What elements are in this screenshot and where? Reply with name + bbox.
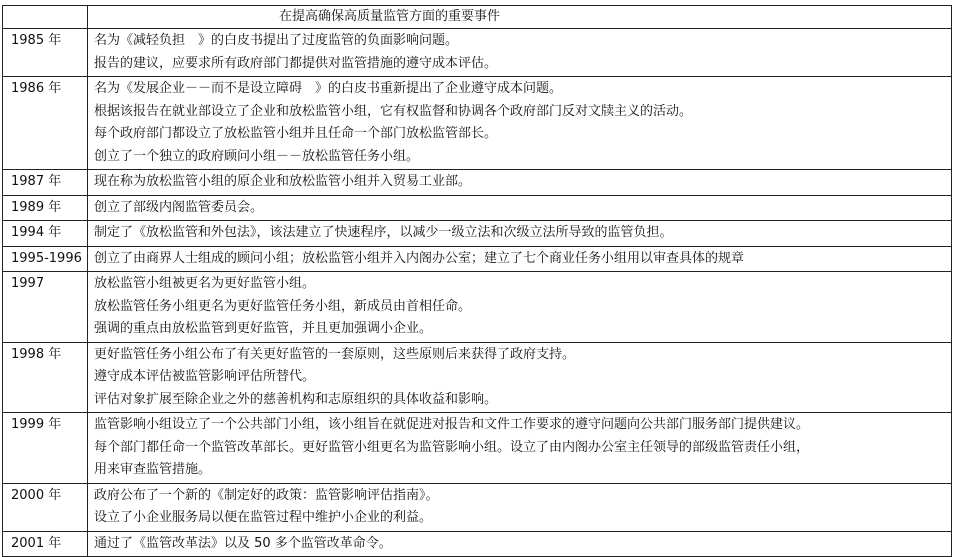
year-cell: 2000 年 — [3, 483, 88, 531]
event-cell — [88, 272, 952, 343]
table-row — [3, 221, 952, 247]
event-cell — [88, 413, 952, 484]
event-line: 更好监管任务小组公布了有关更好监管的一套原则，这些原则后来获得了政府支持。 — [94, 346, 576, 362]
event-cell — [88, 29, 952, 77]
event-line: 创立了一个独立的政府顾问小组－－放松监管任务小组。 — [94, 148, 420, 164]
table-row — [3, 246, 952, 272]
table-row — [3, 170, 952, 196]
year-cell: 1995-1996 — [3, 246, 88, 272]
year-cell: 1999 年 — [3, 413, 88, 484]
event-cell — [88, 531, 952, 557]
event-line: 遵守成本评估被监管影响评估所替代。 — [94, 369, 316, 384]
event-line: 放松监管任务小组更名为更好监管任务小组，新成员由首相任命。 — [94, 298, 472, 314]
event-cell — [88, 221, 952, 247]
event-line: 政府公布了一个新的《制定好的政策：监管影响评估指南》。 — [94, 487, 439, 503]
event-line: 根据该报告在就业部设立了企业和放松监管小组，它有权监督和协调各个政府部门反对文牍主义的活动。 — [94, 103, 693, 119]
event-line: 监管影响小组设立了一个公共部门小组，该小组旨在就促进对报告和文件工作要求的遵守问题向公共部门服务部门提供建议。 — [94, 417, 810, 432]
year-cell: 1997 — [3, 272, 88, 343]
event-line: 名为《减轻负担 》的白皮书提出了过度监管的负面影响问题。 — [94, 33, 459, 48]
event-cell — [88, 170, 952, 196]
event-line: 通过了《监管改革法》以及 50 多个监管改革命令。 — [94, 535, 392, 551]
year-cell: 1998 年 — [3, 342, 88, 413]
table-row — [3, 483, 952, 531]
event-line: 设立了小企业服务局以便在监管过程中维护小企业的利益。 — [94, 510, 433, 525]
event-line: 名为《发展企业－－而不是设立障碍 》的白皮书重新提出了企业遵守成本问题。 — [94, 81, 563, 96]
event-cell — [88, 77, 952, 170]
year-cell: 1986 年 — [3, 77, 88, 170]
table-row — [3, 342, 952, 413]
regulatory-events-table — [2, 5, 952, 557]
table-title: 在提高确保高质量监管方面的重要事件 — [88, 6, 952, 29]
event-line: 放松监管小组被更名为更好监管小组。 — [94, 276, 316, 291]
table-row — [3, 272, 952, 343]
event-line: 创立了部级内阁监管委员会。 — [94, 199, 264, 215]
year-cell: 2001 年 — [3, 531, 88, 557]
table-row — [3, 195, 952, 221]
event-cell — [88, 246, 952, 272]
event-line: 创立了由商界人士组成的顾问小组；放松监管小组并入内阁办公室；建立了七个商业任务小组用以审查具体的规章 — [94, 250, 745, 266]
year-cell: 1994 年 — [3, 221, 88, 247]
event-line: 每个部门都任命一个监管改革部长。更好监管小组更名为监管影响小组。设立了由内阁办公室主任领导的部级监管责任小组， — [94, 439, 810, 455]
year-cell: 1985 年 — [3, 29, 88, 77]
year-cell: 1987 年 — [3, 170, 88, 196]
table-row — [3, 531, 952, 557]
event-line: 用来审查监管措施。 — [94, 462, 212, 477]
table-row — [3, 29, 952, 77]
event-cell — [88, 342, 952, 413]
header-year-cell — [3, 6, 88, 29]
event-line: 每个政府部门都设立了放松监管小组并且任命一个部门放松监管部长。 — [94, 126, 498, 141]
event-line: 报告的建议，应要求所有政府部门都提供对监管措施的遵守成本评估。 — [94, 55, 498, 71]
table-row — [3, 413, 952, 484]
event-line: 制定了《放松监管和外包法》，该法建立了快速程序，以减少一级立法和次级立法所导致的监管负担。 — [94, 225, 673, 240]
table-row — [3, 77, 952, 170]
table-header-row — [3, 6, 952, 29]
event-line: 现在称为放松监管小组的原企业和放松监管小组并入贸易工业部。 — [94, 174, 472, 189]
year-cell: 1989 年 — [3, 195, 88, 221]
event-line: 评估对象扩展至除企业之外的慈善机构和志原组织的具体收益和影响。 — [94, 391, 498, 407]
event-cell — [88, 483, 952, 531]
event-line: 强调的重点由放松监管到更好监管，并且更加强调小企业。 — [94, 321, 433, 336]
event-cell — [88, 195, 952, 221]
table-body — [3, 29, 952, 557]
